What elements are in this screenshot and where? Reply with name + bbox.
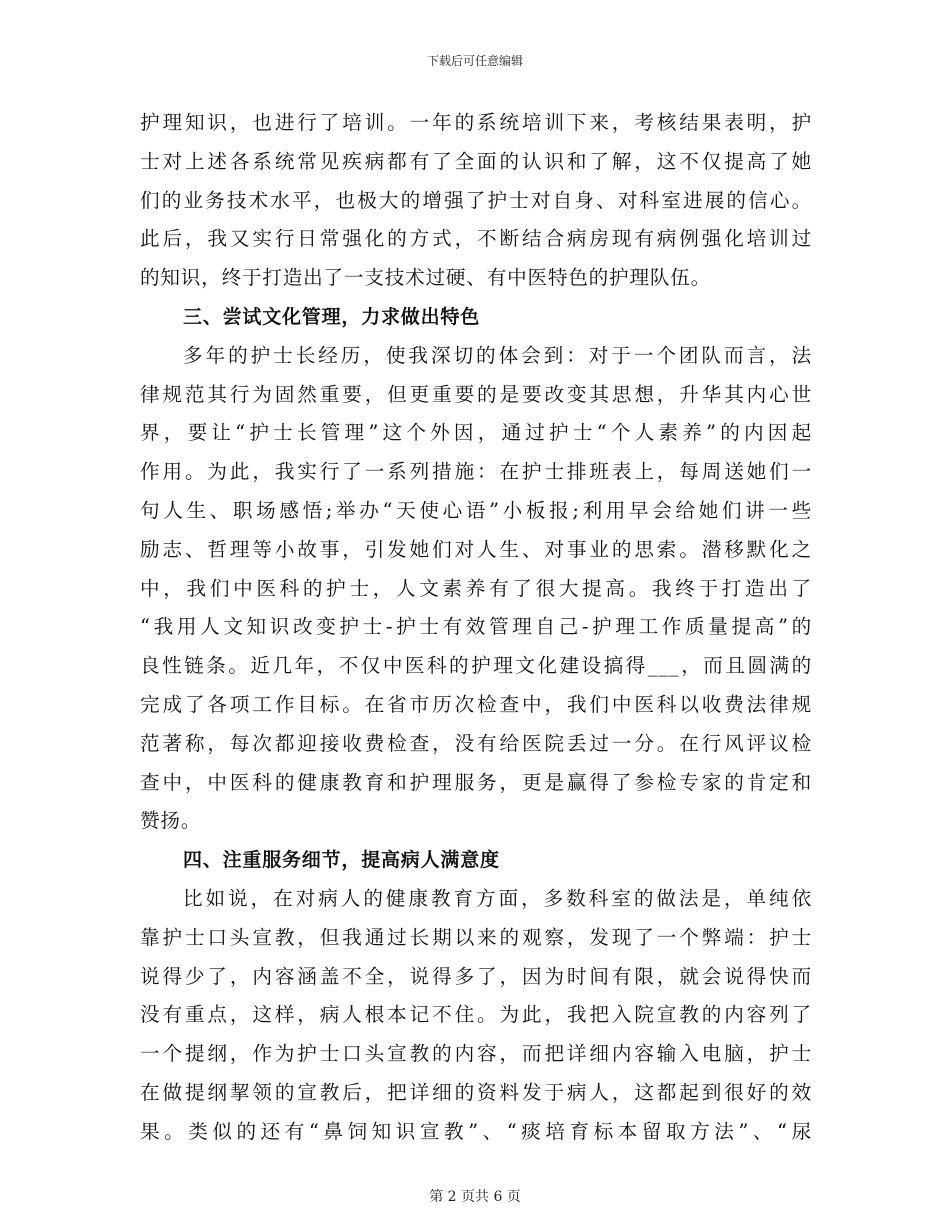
section-heading: 三、尝试文化管理，力求做出特色 — [183, 305, 481, 328]
text-line: 良性链条。近几年，不仅中医科的护理文化建设搞得___，而且圆满的 — [140, 654, 812, 678]
text-line: 一个提纲，作为护士口头宣教的内容，而把详细内容输入电脑，护士 — [140, 1042, 812, 1066]
text-line: 律规范其行为固然重要，但更重要的是要改变其思想，升华其内心世 — [140, 382, 812, 406]
text-line: 作用。为此，我实行了一系列措施：在护士排班表上，每周送她们一 — [140, 460, 812, 484]
text-line: 赞扬。 — [140, 809, 202, 833]
text-line: 范著称，每次都迎接收费检查，没有给医院丢过一分。在行风评议检 — [140, 731, 812, 755]
text-line: 中，我们中医科的护士，人文素养有了很大提高。我终于打造出了 — [140, 576, 812, 600]
text-line: 在做提纲挈领的宣教后，把详细的资料发于病人，这都起到很好的效 — [140, 1080, 812, 1104]
text-line: 的知识，终于打造出了一支技术过硬、有中医特色的护理队伍。 — [140, 266, 712, 290]
text-line: 此后，我又实行日常强化的方式，不断结合病房现有病例强化培训过 — [140, 227, 812, 251]
document-body — [140, 104, 812, 1152]
text-line: 靠护士口头宣教，但我通过长期以来的观察，发现了一个弊端：护士 — [140, 925, 812, 949]
text-line: 界，要让“护士长管理”这个外因，通过护士“个人素养”的内因起 — [140, 421, 812, 445]
text-line: 士对上述各系统常见疾病都有了全面的认识和了解，这不仅提高了她 — [140, 149, 812, 173]
text-line: 励志、哲理等小故事，引发她们对人生、对事业的思索。潜移默化之 — [140, 537, 812, 561]
text-line: 们的业务技术水平，也极大的增强了护士对自身、对科室进展的信心。 — [140, 188, 812, 212]
text-line: 比如说，在对病人的健康教育方面，多数科室的做法是，单纯依 — [183, 886, 812, 910]
text-line: 句人生、职场感悟;举办“天使心语”小板报;利用早会给她们讲一些 — [140, 498, 812, 522]
text-line: 完成了各项工作目标。在省市历次检查中，我们中医科以收费法律规 — [140, 692, 812, 716]
text-line: 护理知识，也进行了培训。一年的系统培训下来，考核结果表明，护 — [140, 111, 812, 134]
text-line: 查中，中医科的健康教育和护理服务，更是赢得了参检专家的肯定和 — [140, 770, 812, 794]
text-line: 果。类似的还有“鼻饲知识宣教”、“痰培育标本留取方法”、“尿 — [140, 1119, 812, 1143]
page-header: 下载后可任意编辑 — [426, 54, 523, 68]
text-line: 没有重点，这样，病人根本记不住。为此，我把入院宣教的内容列了 — [140, 1003, 812, 1027]
page-footer: 第 2 页共 6 页 — [429, 1189, 521, 1205]
text-line: “我用人文知识改变护士-护士有效管理自己-护理工作质量提高”的 — [140, 615, 812, 639]
text-line: 多年的护士长经历，使我深切的体会到：对于一个团队而言，法 — [183, 343, 812, 367]
text-line: 说得少了，内容涵盖不全，说得多了，因为时间有限，就会说得快而 — [140, 964, 812, 988]
section-heading: 四、注重服务细节，提高病人满意度 — [183, 849, 500, 872]
